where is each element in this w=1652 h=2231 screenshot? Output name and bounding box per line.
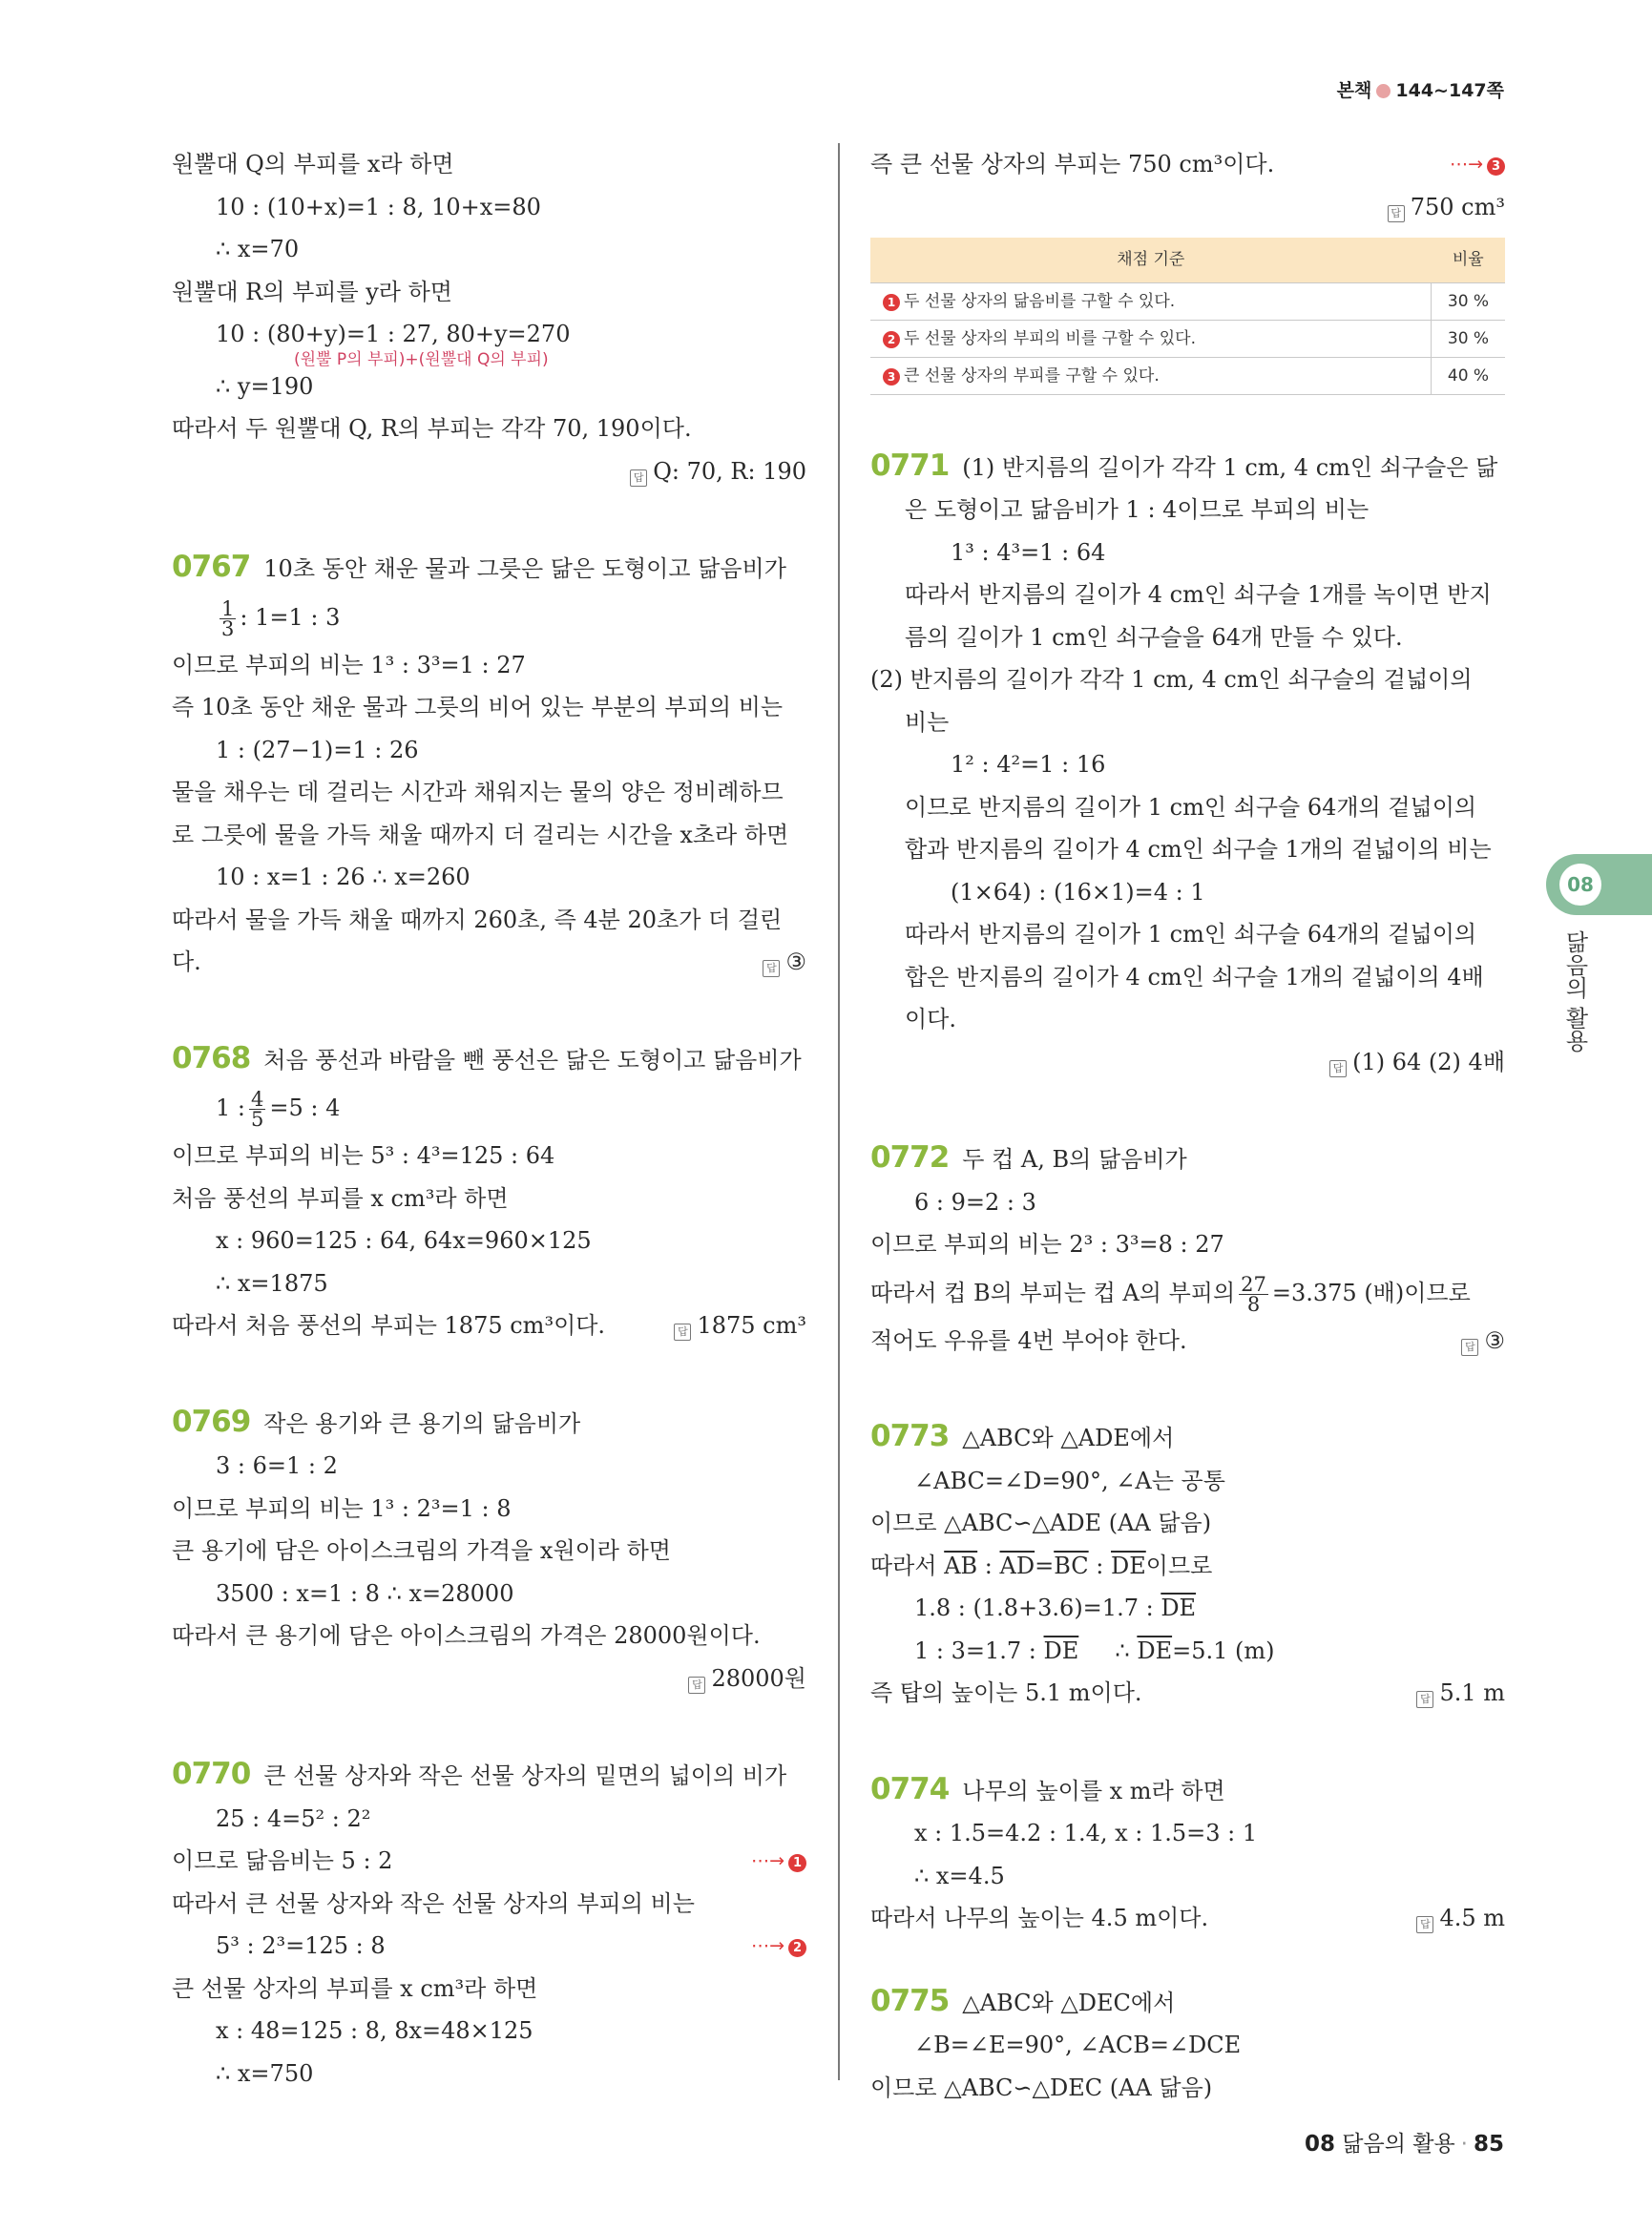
text-line <box>172 1840 806 1883</box>
segment: $\overline{DE}$ <box>1161 1595 1197 1621</box>
problem-0772 <box>870 1136 1505 1181</box>
step-number: 3 <box>883 368 900 386</box>
chapter-number: 08 <box>1559 864 1601 906</box>
text-line: 원뿔대 Q의 부피를 x라 하면 <box>172 151 454 177</box>
denominator: 3 <box>221 616 235 640</box>
equation-line <box>870 1630 1505 1673</box>
table-cell <box>870 320 1432 357</box>
text-line: 합은 반지름의 길이가 4 cm인 쇠구슬 1개의 겉넓이의 4배 <box>905 963 1484 990</box>
segment: $\overline{DE}$ <box>1137 1637 1173 1664</box>
answer-text: 4.5 m <box>1439 1905 1505 1931</box>
footer-title: 닮음의 활용 <box>1342 2132 1455 2157</box>
answer-line <box>674 1304 806 1347</box>
equation-text: 5³ : 2³=125 : 8 <box>216 1932 386 1959</box>
footer-chapter: 08 <box>1304 2132 1335 2157</box>
step-number: 3 <box>1487 157 1505 176</box>
text-seg: 따라서 <box>870 1552 937 1579</box>
answer-icon: 답 <box>674 1324 691 1341</box>
scoring-table <box>870 238 1505 395</box>
problem-number: 0772 <box>870 1140 950 1175</box>
text-line: 이므로 △ABC∽△ADE (AA 닮음) <box>870 1510 1212 1536</box>
left-column <box>172 143 806 2095</box>
text-line: 나무의 높이를 x m라 하면 <box>962 1777 1225 1804</box>
equation-line: 6 : 9=2 : 3 <box>914 1188 1036 1216</box>
segment: $\overline{DE}$ <box>1043 1637 1079 1664</box>
chapter-side-title: 닮음의 활용 <box>1561 930 1588 1053</box>
text-seg: =5.1 (m) <box>1172 1637 1275 1664</box>
denominator: 8 <box>1246 1292 1261 1316</box>
problem-0775 <box>870 1980 1505 2025</box>
answer-line <box>172 1658 806 1700</box>
text-line: 따라서 두 원뿔대 Q, R의 부피는 각각 70, 190이다. <box>172 415 692 442</box>
equation-text: : 1=1 : 3 <box>240 603 341 631</box>
equation-line <box>172 1925 806 1968</box>
text-line: △ABC와 △DEC에서 <box>962 1989 1176 2016</box>
problem-number: 0773 <box>870 1419 950 1453</box>
table-cell: 40 % <box>1432 357 1506 394</box>
text-line <box>870 1897 1505 1940</box>
equation-line <box>172 1081 806 1135</box>
equation-line: ∴ x=4.5 <box>914 1862 1005 1889</box>
fraction <box>1239 1272 1268 1316</box>
text-line: 작은 용기와 큰 용기의 닮음비가 <box>263 1409 581 1437</box>
equation-line <box>172 591 806 644</box>
table-cell: 30 % <box>1432 282 1506 320</box>
text-line: 큰 선물 상자의 부피를 x cm³라 하면 <box>172 1974 538 2002</box>
text-line: 따라서 물을 가득 채울 때까지 260초, 즉 4분 20초가 더 걸린 <box>172 906 783 933</box>
text-line-end: 따라서 처음 풍선의 부피는 1875 cm³이다. <box>172 1312 606 1339</box>
text-seg: 1 : 3=1.7 : <box>914 1637 1044 1664</box>
step-ref-1: ⋯→ 1 <box>751 1840 806 1883</box>
step-ref-3: ⋯→ 3 <box>1450 143 1505 186</box>
text-line-content: 즉 큰 선물 상자의 부피는 750 cm³이다. <box>870 151 1275 177</box>
text-line <box>172 941 806 984</box>
text-line: 로 그릇에 물을 가득 채울 때까지 더 걸리는 시간을 x초라 하면 <box>172 821 789 848</box>
text-line: (2) 반지름의 길이가 각각 1 cm, 4 cm인 쇠구슬의 겉넓이의 <box>870 666 1473 693</box>
answer-text: 750 cm³ <box>1410 193 1505 220</box>
answer-text: 1875 cm³ <box>697 1312 806 1339</box>
answer-line <box>763 941 806 984</box>
equation-line: 1³ : 4³=1 : 64 <box>951 538 1106 566</box>
equation-line: ∠ABC=∠D=90°, ∠A는 공통 <box>914 1467 1225 1494</box>
text-line: 따라서 반지름의 길이가 1 cm인 쇠구슬 64개의 겉넓이의 <box>905 921 1477 948</box>
problem-number: 0769 <box>172 1404 251 1439</box>
table-cell: 30 % <box>1432 320 1506 357</box>
problem-number: 0771 <box>870 448 950 483</box>
problem-0774 <box>870 1768 1505 1813</box>
equation-line: 1² : 4²=1 : 16 <box>951 751 1106 778</box>
text-line: 원뿔대 R의 부피를 y라 하면 <box>172 278 452 305</box>
equation-text: =5 : 4 <box>269 1095 341 1121</box>
table-row <box>870 357 1505 394</box>
text-line-end: 다. <box>172 949 201 975</box>
equation-line <box>870 1587 1505 1630</box>
text-seg: ∴ <box>1078 1637 1138 1664</box>
table-row <box>870 282 1505 320</box>
numerator: 4 <box>250 1088 264 1111</box>
problem-0771 <box>870 445 1505 490</box>
text-line: 따라서 큰 선물 상자와 작은 선물 상자의 부피의 비는 <box>172 1889 695 1917</box>
problem-number: 0775 <box>870 1983 950 2018</box>
equation-line: (1×64) : (16×1)=4 : 1 <box>951 878 1205 906</box>
text-line: 은 도형이고 닮음비가 1 : 4이므로 부피의 비는 <box>905 496 1370 523</box>
numerator: 1 <box>221 596 235 620</box>
header-pages: 144~147쪽 <box>1395 80 1504 101</box>
answer-text: 28000원 <box>711 1664 806 1692</box>
equation-line: ∠B=∠E=90°, ∠ACB=∠DCE <box>914 2032 1242 2058</box>
step-ref-2: ⋯→ 2 <box>751 1925 806 1968</box>
text-line: 큰 선물 상자와 작은 선물 상자의 밑면의 넓이의 비가 <box>263 1762 787 1789</box>
equation-line: 10 : (10+x)=1 : 8, 10+x=80 <box>216 193 541 220</box>
fraction <box>249 1090 265 1129</box>
criterion-text: 두 선물 상자의 닮음비를 구할 수 있다. <box>904 291 1176 311</box>
text-line <box>172 1304 806 1347</box>
text-line: 처음 풍선과 바람을 뺀 풍선은 닮은 도형이고 닮음비가 <box>263 1046 802 1074</box>
answer-icon: 답 <box>1388 205 1405 222</box>
step-number: 2 <box>788 1939 806 1957</box>
problem-0767 <box>172 546 806 591</box>
step-number: 2 <box>883 331 900 348</box>
equation-line: x : 960=125 : 64, 64x=960×125 <box>216 1227 592 1254</box>
text-line-content: =3.375 (배)이므로 <box>1271 1279 1471 1306</box>
dot-icon <box>1376 84 1391 98</box>
segment: $\overline{DE}$ <box>1111 1552 1146 1579</box>
text-line: (1) 반지름의 길이가 각각 1 cm, 4 cm인 쇠구슬은 닮 <box>962 453 1498 481</box>
text-line: 따라서 큰 용기에 담은 아이스크림의 가격은 28000원이다. <box>172 1622 761 1649</box>
problem-number: 0768 <box>172 1040 251 1075</box>
criterion-text: 큰 선물 상자의 부피를 구할 수 있다. <box>904 365 1160 386</box>
table-header: 비율 <box>1432 238 1506 282</box>
annotation-note <box>172 348 806 369</box>
text-line <box>870 1266 1505 1320</box>
answer-text: ③ <box>785 949 806 975</box>
text-line: 합과 반지름의 길이가 4 cm인 쇠구슬 1개의 겉넓이의 비는 <box>905 836 1492 863</box>
equation-line: 10 : (80+y)=1 : 27, 80+y=270 <box>216 321 571 347</box>
equation-line: 3 : 6=1 : 2 <box>216 1452 338 1479</box>
text-seg: : <box>1088 1552 1111 1579</box>
problem-number: 0767 <box>172 550 251 584</box>
text-line-content: 따라서 컵 B의 부피는 컵 A의 부피의 <box>870 1279 1236 1306</box>
text-seg: 이므로 <box>1145 1552 1213 1579</box>
text-line <box>870 143 1505 186</box>
answer-icon: 답 <box>630 469 647 487</box>
text-seg: 1.8 : (1.8+3.6)=1.7 : <box>914 1595 1161 1621</box>
problem-0770 <box>172 1753 806 1798</box>
text-line: 이다. <box>905 1006 956 1032</box>
text-line: 이므로 반지름의 길이가 1 cm인 쇠구슬 64개의 겉넓이의 <box>905 793 1477 821</box>
text-line: 이므로 부피의 비는 1³ : 3³=1 : 27 <box>172 651 526 678</box>
text-line: 처음 풍선의 부피를 x cm³라 하면 <box>172 1184 509 1212</box>
text-line <box>870 1545 1505 1588</box>
text-line: 큰 용기에 담은 아이스크림의 가격을 x원이라 하면 <box>172 1537 671 1564</box>
text-seg: = <box>1035 1552 1055 1579</box>
problem-number: 0774 <box>870 1771 950 1806</box>
text-line: 이므로 부피의 비는 2³ : 3³=8 : 27 <box>870 1231 1224 1258</box>
fraction <box>220 596 236 640</box>
text-line: 비는 <box>905 708 950 736</box>
page-number: 85 <box>1473 2132 1504 2157</box>
step-number: 1 <box>788 1854 806 1872</box>
text-line-content: 적어도 우유를 4번 부어야 한다. <box>870 1326 1187 1354</box>
equation-line: 25 : 4=5² : 2² <box>216 1804 371 1832</box>
text-line: 즉 10초 동안 채운 물과 그릇의 비어 있는 부분의 부피의 비는 <box>172 694 784 720</box>
equation-line: 3500 : x=1 : 8 ∴ x=28000 <box>216 1579 514 1607</box>
equation-line: ∴ x=70 <box>216 236 300 262</box>
page-footer: 08 닮음의 활용 · 85 <box>1304 2132 1504 2157</box>
text-line <box>870 1320 1505 1363</box>
table-header: 채점 기준 <box>870 238 1432 282</box>
text-line <box>870 1672 1505 1715</box>
equation-line: x : 1.5=4.2 : 1.4, x : 1.5=3 : 1 <box>914 1820 1258 1846</box>
table-header-row <box>870 238 1505 282</box>
equation-line: ∴ y=190 <box>216 372 314 400</box>
answer-text: (1) 64 (2) 4배 <box>1352 1048 1505 1075</box>
text-line: 두 컵 A, B의 닮음비가 <box>962 1146 1187 1173</box>
denominator: 5 <box>250 1108 264 1131</box>
answer-line <box>870 1041 1505 1084</box>
segment: $\overline{AB}$ <box>944 1552 978 1579</box>
answer-text: ③ <box>1484 1326 1505 1354</box>
equation-line: ∴ x=1875 <box>216 1269 328 1297</box>
answer-text: 5.1 m <box>1439 1679 1505 1706</box>
text-line: △ABC와 △ADE에서 <box>962 1425 1175 1451</box>
problem-0769 <box>172 1401 806 1446</box>
text-line: 이므로 부피의 비는 1³ : 2³=1 : 8 <box>172 1494 512 1522</box>
chapter-tab <box>1546 854 1652 915</box>
segment: $\overline{BC}$ <box>1054 1552 1089 1579</box>
text-line: 물을 채우는 데 걸리는 시간과 채워지는 물의 양은 정비례하므 <box>172 779 784 805</box>
table-cell <box>870 357 1432 394</box>
text-line-content: 즉 탑의 높이는 5.1 m이다. <box>870 1679 1142 1706</box>
right-column <box>870 143 1505 2109</box>
text-seg: : <box>977 1552 1000 1579</box>
text-line: 이므로 △ABC∽△DEC (AA 닮음) <box>870 2074 1213 2101</box>
answer-text: Q: 70, R: 190 <box>653 457 806 485</box>
text-line: 10초 동안 채운 물과 그릇은 닮은 도형이고 닮음비가 <box>263 555 786 582</box>
answer-icon: 답 <box>763 960 780 977</box>
answer-line <box>172 450 806 493</box>
answer-line <box>1416 1672 1505 1715</box>
page-header <box>1337 76 1504 102</box>
equation-line: 1 : (27−1)=1 : 26 <box>216 736 419 763</box>
answer-icon: 답 <box>1416 1691 1433 1708</box>
text-line: 이므로 부피의 비는 5³ : 4³=125 : 64 <box>172 1142 555 1169</box>
text-line-content: 따라서 나무의 높이는 4.5 m이다. <box>870 1905 1209 1931</box>
segment: $\overline{AD}$ <box>999 1552 1035 1579</box>
equation-line: x : 48=125 : 8, 8x=48×125 <box>216 2017 533 2044</box>
answer-line <box>1461 1320 1505 1363</box>
answer-icon: 답 <box>1461 1339 1478 1356</box>
numerator: 27 <box>1241 1272 1266 1296</box>
equation-line: ∴ x=750 <box>216 2059 314 2087</box>
equation-line: 10 : x=1 : 26 ∴ x=260 <box>216 864 471 890</box>
text-line: 따라서 반지름의 길이가 4 cm인 쇠구슬 1개를 녹이면 반지 <box>905 581 1492 608</box>
note-text: (원뿔 P의 부피)+(원뿔대 Q의 부피) <box>294 349 549 369</box>
text-line-content: 이므로 닮음비는 5 : 2 <box>172 1847 393 1874</box>
table-row <box>870 320 1505 357</box>
text-line: 름의 길이가 1 cm인 쇠구슬을 64개 만들 수 있다. <box>905 623 1403 651</box>
equation-text: 1 : <box>216 1095 245 1121</box>
table-cell <box>870 282 1432 320</box>
answer-line <box>1416 1897 1505 1940</box>
problem-0773 <box>870 1415 1505 1460</box>
header-book: 본책 <box>1336 80 1372 101</box>
answer-line <box>870 186 1505 229</box>
answer-icon: 답 <box>1416 1916 1433 1933</box>
answer-icon: 답 <box>1329 1060 1347 1077</box>
step-number: 1 <box>883 294 900 311</box>
column-divider <box>838 143 840 2080</box>
problem-number: 0770 <box>172 1757 251 1791</box>
answer-icon: 답 <box>688 1677 705 1694</box>
criterion-text: 두 선물 상자의 부피의 비를 구할 수 있다. <box>904 328 1196 348</box>
problem-0768 <box>172 1037 806 1082</box>
